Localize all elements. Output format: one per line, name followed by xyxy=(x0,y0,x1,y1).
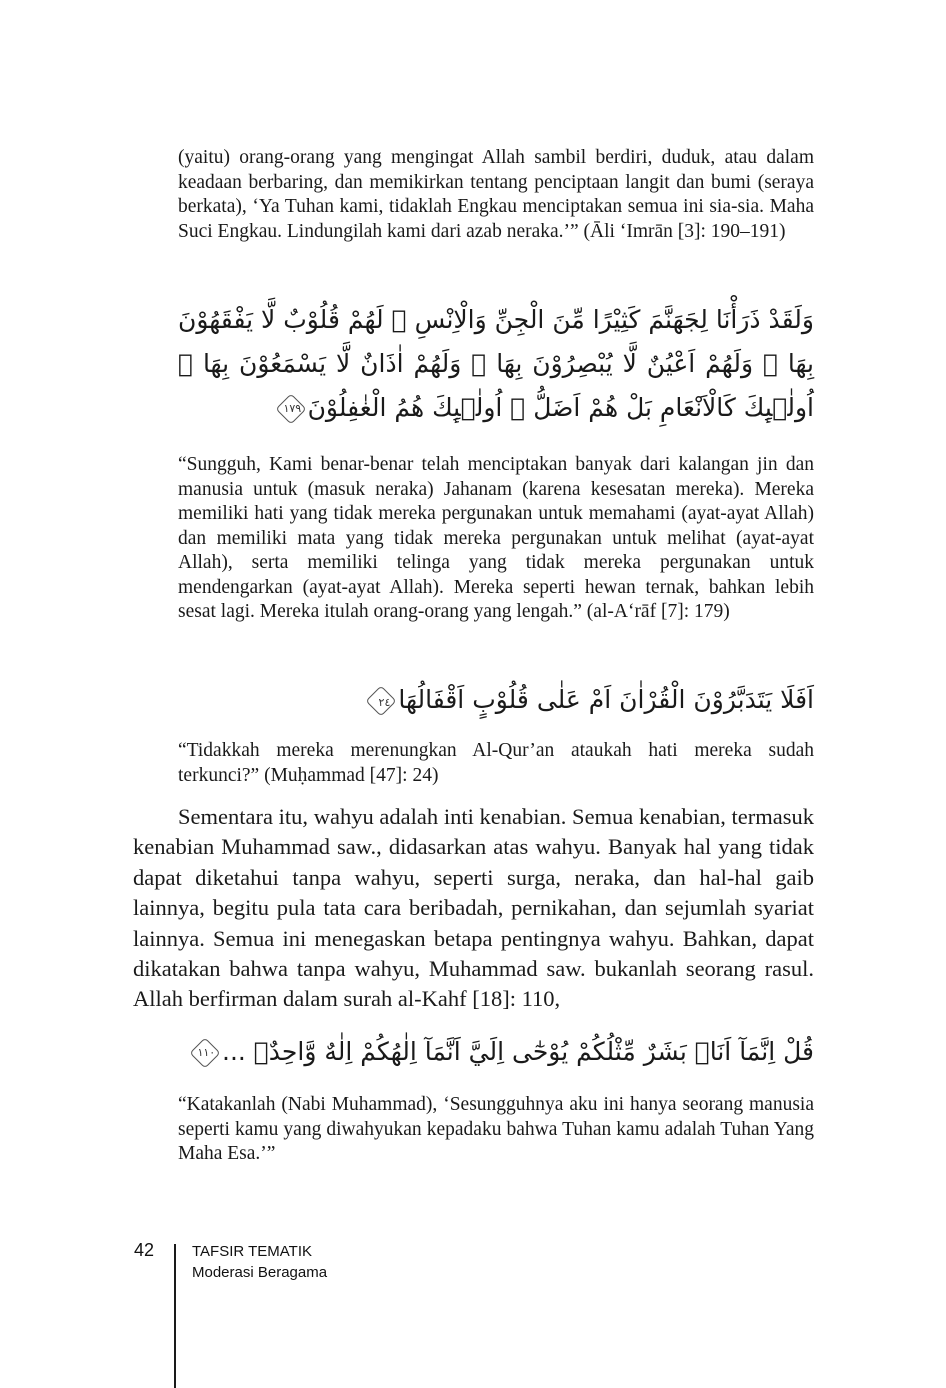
book-subtitle: Moderasi Beragama xyxy=(192,1264,328,1281)
translation-muhammad: “Tidakkah mereka merenungkan Al-Qur’an ataukah hati mereka sudah terkunci?” (Muḥammad [47]: 24) xyxy=(178,740,814,786)
running-footer xyxy=(192,1241,327,1283)
arabic-verse-muhammad-24 xyxy=(178,678,814,722)
arabic-verse-al-kahf-110 xyxy=(178,1030,814,1074)
arabic-verse-text: اَفَلَا يَتَدَبَّرُوْنَ الْقُرْاٰنَ اَمْ عَلٰى قُلُوْبٍ اَقْفَالُهَا xyxy=(398,685,814,714)
translation-al-araf: “Sungguh, Kami benar-benar telah menciptakan banyak dari kalangan jin dan manusia untuk (masuk neraka) Jahanam (karena kesesatan mereka). Mereka memiliki hati yang tidak mereka pergunakan untuk memahami (ayat-ayat Allah) dan memiliki mata yang tidak mereka pergunakan untuk melihat (ayat-ayat Allah), serta memiliki telinga yang tidak mereka pergunakan untuk mendengarkan (ayat-ayat Allah). Mereka seperti hewan ternak, bahkan lebih sesat lagi. Mereka itulah orang-orang yang lengah.” (al-A‘rāf [7]: 179) xyxy=(178,454,814,622)
body-paragraph: Sementara itu, wahyu adalah inti kenabian. Semua kenabian, termasuk kenabian Muhammad saw., didasarkan atas wahyu. Banyak hal yang tidak dapat diketahui tanpa wahyu, seperti surga, neraka, dan hal-hal gaib lainnya, begitu pula tata cara beribadah, pernikahan, dan sejumlah syariat lainnya. Semua ini menegaskan betapa pentingnya wahyu. Bahkan, dapat dikatakan bahwa tanpa wahyu, Muhammad saw. bukanlah seorang rasul. Allah berfirman dalam surah al-Kahf [18]: 110, xyxy=(133,804,814,1012)
translation-ali-imran: (yaitu) orang-orang yang mengingat Allah sambil berdiri, duduk, atau dalam keadaan berbaring, dan memikirkan tentang penciptaan langit dan bumi (seraya berkata), ‘Ya Tuhan kami, tidaklah Engkau menciptakan semua ini sia-sia. Maha Suci Engkau. Lindungilah kami dari azab neraka.’” (Āli ‘Imrān [3]: 190–191) xyxy=(178,147,814,242)
page-number: 42 xyxy=(134,1240,155,1260)
arabic-verse-text: قُلْ اِنَّمَآ اَنَا۠ بَشَرٌ مِّثْلُكُمْ يُوْحٰٓى اِلَيَّ اَنَّمَآ اِلٰهُكُمْ اِلٰهٌ وَّاحِدٌۚ ... xyxy=(222,1037,814,1066)
ayah-number-marker: ١٧٩ xyxy=(275,393,306,424)
ayah-number-marker: ١١٠ xyxy=(189,1037,220,1068)
arabic-verse-text: وَلَقَدْ ذَرَأْنَا لِجَهَنَّمَ كَثِيْرًا مِّنَ الْجِنِّ وَالْاِنْسِ ۖ لَهُمْ قُلُوْبٌ لَّا يَفْقَهُوْنَ بِهَا ۖ وَلَهُمْ اَعْيُنٌ لَّا يُبْصِرُوْنَ بِهَا ۖ وَلَهُمْ اٰذَانٌ لَّا يَسْمَعُوْنَ بِهَا ۗ اُولٰۤىِٕكَ كَالْاَنْعَامِ بَلْ هُمْ اَضَلُّ ۗ اُولٰۤىِٕكَ هُمُ الْغٰفِلُوْنَ xyxy=(178,305,814,422)
ayah-number-marker: ٢٤ xyxy=(366,685,397,716)
translation-al-kahf: “Katakanlah (Nabi Muhammad), ‘Sesungguhnya aku ini hanya seorang manusia seperti kamu yang diwahyukan kepadaku bahwa Tuhan kamu adalah Tuhan Yang Maha Esa.’” xyxy=(178,1094,814,1164)
footer-divider xyxy=(174,1244,176,1388)
arabic-verse-al-araf-179 xyxy=(178,298,814,430)
book-title: TAFSIR TEMATIK xyxy=(192,1243,313,1260)
